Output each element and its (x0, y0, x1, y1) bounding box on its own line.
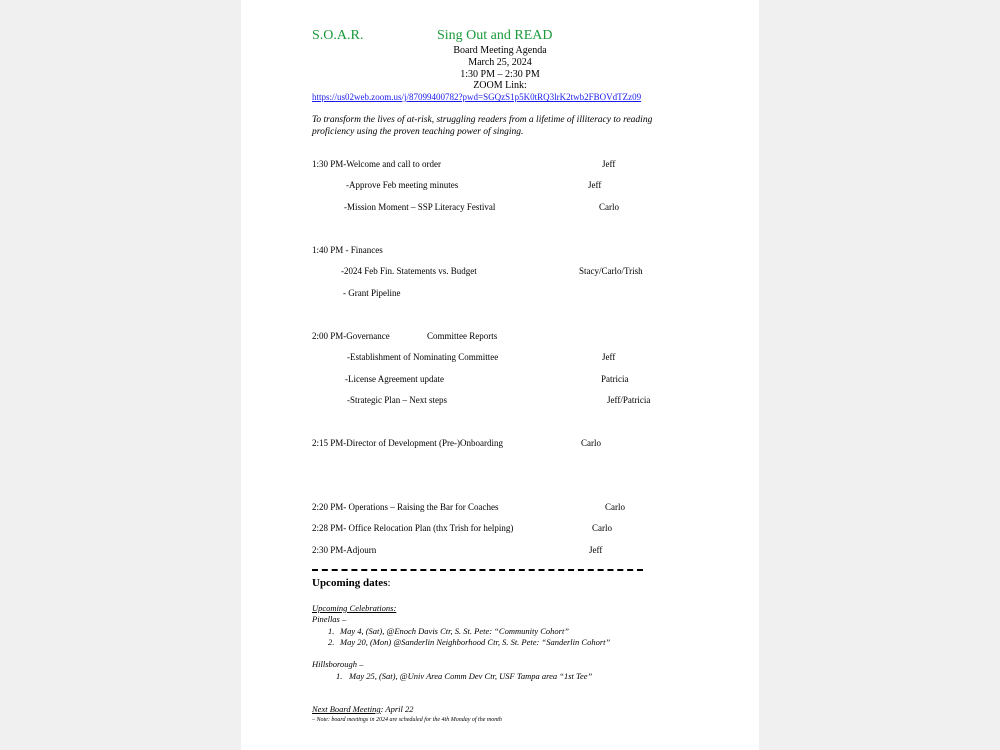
agenda-item-owner: Jeff (589, 545, 603, 555)
agenda-item-owner: Carlo (592, 523, 612, 533)
agenda-item-text: 2:28 PM- Office Relocation Plan (thx Trish for helping) (312, 523, 514, 533)
agenda-item-text: 2:00 PM-Governance (312, 331, 390, 341)
agenda-item-text: 1:40 PM - Finances (312, 245, 383, 255)
agenda-item-owner: Carlo (599, 202, 619, 212)
celebrations-label: Upcoming Celebrations: (312, 603, 397, 613)
upcoming-heading-colon: : (387, 577, 391, 589)
hillsborough-label: Hillsborough – (312, 659, 364, 669)
agenda-item-text: 1:30 PM-Welcome and call to order (312, 159, 441, 169)
agenda-item-text: -Strategic Plan – Next steps (347, 395, 447, 405)
list-number: 1. (336, 671, 343, 681)
upcoming-dates-heading (312, 577, 391, 589)
document-page (241, 0, 759, 750)
org-name: S.O.A.R. (312, 28, 364, 43)
next-meeting (312, 704, 414, 714)
agenda-item-text: -License Agreement update (345, 374, 444, 384)
agenda-item-text: -Establishment of Nominating Committee (347, 352, 499, 362)
list-number: 2. (328, 637, 335, 647)
celebration-item: May 20, (Mon) @Sanderlin Neighborhood Ctr, S. St. Pete: “Sanderlin Cohort” (340, 637, 611, 647)
agenda-item-owner: Carlo (605, 502, 625, 512)
agenda-item-text: - Grant Pipeline (343, 288, 401, 298)
org-tagline: Sing Out and READ (437, 28, 553, 43)
pinellas-label: Pinellas – (312, 614, 347, 624)
agenda-item-owner: Jeff (588, 180, 602, 190)
agenda-item-text: 2:30 PM-Adjourn (312, 545, 377, 555)
next-meeting-date: : April 22 (380, 704, 414, 714)
celebration-item: May 4, (Sat), @Enoch Davis Ctr, S. St. Pete: “Community Cohort” (340, 626, 570, 636)
agenda-item-owner: Jeff (602, 352, 616, 362)
zoom-label: ZOOM Link: (473, 80, 527, 91)
agenda-item-owner: Committee Reports (427, 331, 498, 341)
agenda-item-text: -2024 Feb Fin. Statements vs. Budget (341, 266, 477, 276)
meeting-time: 1:30 PM – 2:30 PM (460, 69, 540, 80)
section-divider (312, 569, 643, 571)
meeting-schedule-note: – Note: board meetings in 2024 are scheduled for the 4th Monday of the month (312, 717, 502, 723)
upcoming-heading-text: Upcoming dates (312, 577, 388, 589)
agenda-item-text: 2:15 PM-Director of Development (Pre-)Onboarding (312, 438, 503, 448)
agenda-item-text: -Mission Moment – SSP Literacy Festival (344, 202, 496, 212)
agenda-item-owner: Jeff/Patricia (607, 395, 651, 405)
agenda-item-owner: Stacy/Carlo/Trish (579, 266, 643, 276)
next-meeting-label: Next Board Meeting (312, 704, 381, 714)
agenda-item-owner: Carlo (581, 438, 601, 448)
agenda-item-owner: Jeff (602, 159, 616, 169)
meeting-date: March 25, 2024 (468, 57, 532, 68)
agenda-title: Board Meeting Agenda (453, 45, 547, 56)
list-number: 1. (328, 626, 335, 636)
mission-statement: To transform the lives of at-risk, struggling readers from a lifetime of illiteracy to reading proficiency using the proven teaching power of singing. (312, 115, 653, 137)
celebration-item: May 25, (Sat), @Univ Area Comm Dev Ctr, USF Tampa area “1st Tee” (349, 671, 593, 681)
agenda-item-text: 2:20 PM- Operations – Raising the Bar for Coaches (312, 502, 499, 512)
zoom-link[interactable]: https://us02web.zoom.us/j/87099400782?pwd=SGQzS1p5K0tRQ3lrK2twb2FBOVdTZz09 (312, 92, 642, 102)
agenda-item-owner: Patricia (601, 374, 629, 384)
agenda-item-text: -Approve Feb meeting minutes (346, 180, 459, 190)
